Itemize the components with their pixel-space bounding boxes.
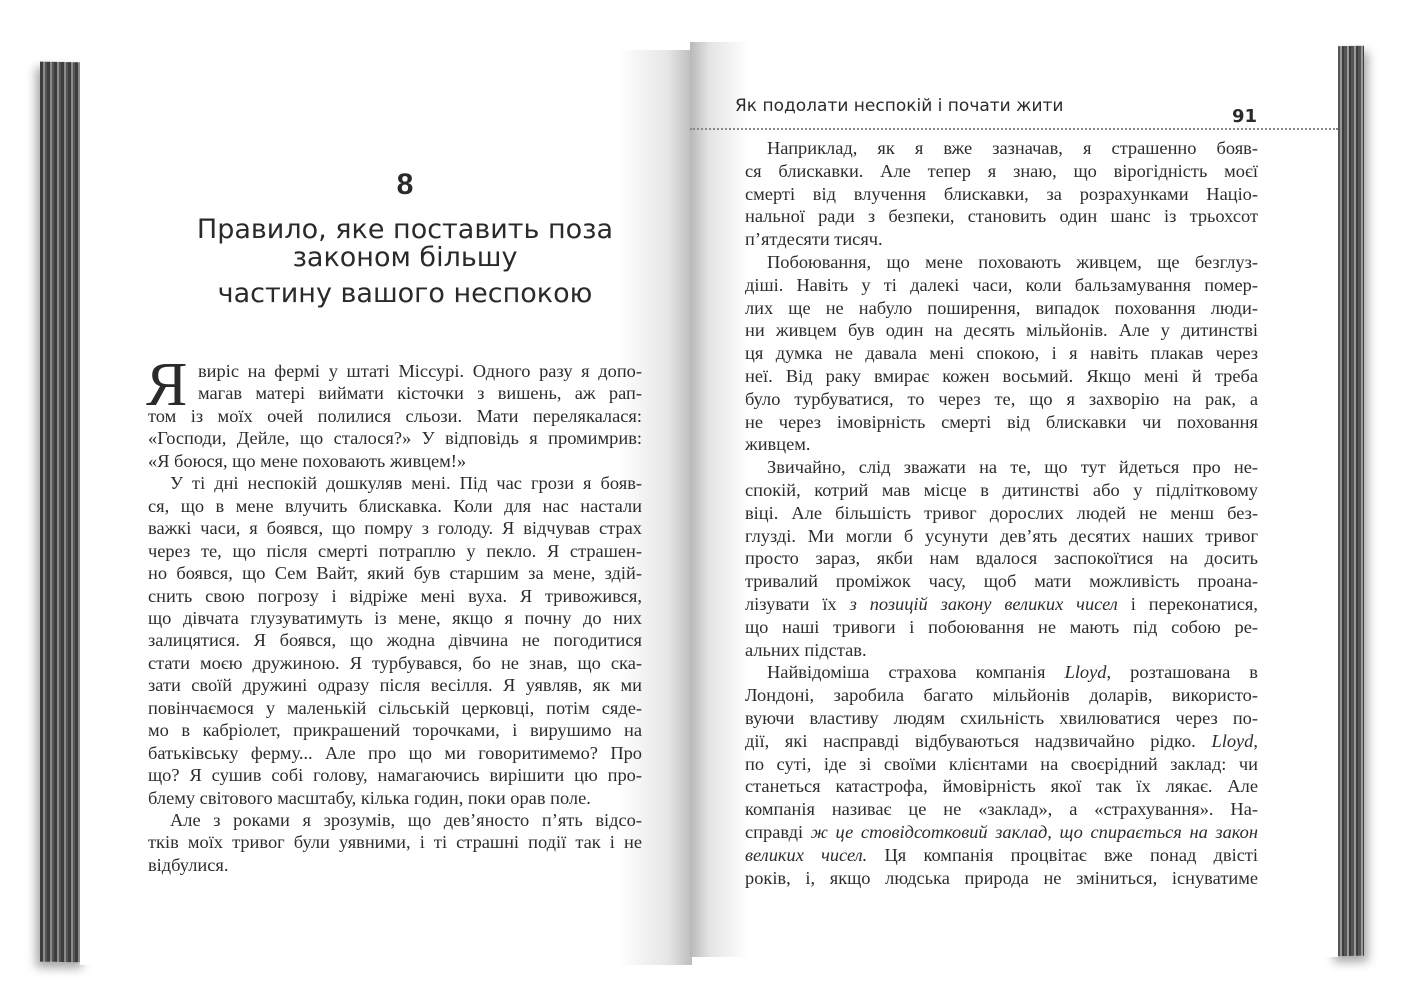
line-text: нальної ради з безпеки, становить один шанс із трьохсот: [745, 206, 1258, 227]
text-line: [148, 742, 642, 764]
text-line: [745, 570, 1258, 592]
line-text: відбулися.: [148, 854, 229, 875]
text-line: [148, 652, 642, 674]
text-line: [148, 831, 642, 853]
text-line: [148, 764, 642, 786]
line-text: ця думка не давала мені спокою, і я навіть плакав через: [745, 343, 1258, 364]
line-text: по суті, іде зі своїми клієнтами на своєрідний заклад: чи: [745, 753, 1258, 774]
line-text: що? Я сушив собі голову, намагаючись вирішити цю про-: [148, 765, 642, 786]
text-line: [745, 297, 1258, 319]
text-line: [745, 753, 1258, 775]
line-text: ся блискавки. Але тепер я знаю, що вірогідність моєї: [745, 160, 1258, 181]
line-text: Найвідоміша страхова компанія: [767, 662, 1065, 683]
line-text: стати моєю дружиною. Я турбувався, бо не знав, що ска-: [148, 652, 642, 673]
text-line: [148, 562, 642, 584]
text-line: [148, 787, 642, 809]
line-text: неї. Від раку вмирає кожен восьмий. Якщо мені й треба: [745, 366, 1258, 386]
text-line: [148, 697, 642, 719]
text-line: [745, 342, 1258, 364]
text-line: [767, 251, 1258, 273]
line-text: , розташована в: [1106, 662, 1258, 683]
line-text: смерті від влучення блискавки, за розрахунками Націо-: [745, 183, 1258, 204]
text-line: [148, 405, 642, 427]
line-text: У ті дні неспокій дошкуляв мені. Під час грози я бояв-: [170, 473, 642, 494]
text-line: [745, 844, 1258, 866]
text-line: [745, 730, 1258, 752]
drop-cap: Я: [146, 351, 188, 419]
text-line: [745, 593, 1258, 615]
line-text: просто зараз, якби нам вдалося заспокоїтися на досить: [745, 548, 1258, 569]
line-text: років, і, якщо людська природа не зміниться, існуватиме: [745, 867, 1258, 888]
header-divider: [690, 128, 1338, 130]
text-line: [745, 821, 1258, 843]
text-line: [148, 540, 642, 562]
line-text: вуючи властиву людям схильність хвилюватися через по-: [745, 708, 1258, 728]
line-text: «Я боюся, що мене поховають живцем!»: [148, 450, 467, 471]
chapter-title-line: законом більшу: [292, 242, 518, 273]
line-text: Наприклад, як я вже зазначав, я страшенно бояв-: [767, 138, 1258, 158]
text-line: [745, 319, 1258, 341]
running-head: Як подолати неспокій і почати жити: [735, 96, 1064, 116]
line-text: живцем.: [745, 434, 811, 455]
line-text: «Господи, Дейле, що сталося?» У відповідь я промимрив:: [148, 428, 642, 449]
line-text: і переконатися,: [1117, 594, 1258, 614]
line-text: Ця компанія процвітає вже понад двісті: [867, 844, 1259, 865]
line-text: альних підстав.: [745, 639, 867, 660]
line-text: том із моїх очей полилися сльози. Мати перелякалася:: [148, 405, 642, 426]
text-line: [745, 183, 1258, 205]
line-text: віці. Але більшість тривог дорослих людей не менш без-: [745, 502, 1258, 523]
line-text: п’ятдесяти тисяч.: [745, 229, 883, 250]
line-text: блему світового масштабу, кілька годин, поки орав поле.: [148, 787, 591, 808]
line-text: ни живцем був один на десять мільйонів. Але у дитинстві: [745, 320, 1258, 341]
line-text: лізувати їх: [745, 594, 850, 614]
text-line: [148, 674, 642, 696]
line-text: мо в кабріолет, прикрашений торочками, і вирушимо на: [148, 720, 642, 741]
chapter-title-line: Правило, яке поставить поза: [196, 214, 614, 245]
line-text: тривалий проміжок часу, щоб мати можливість проана-: [745, 571, 1258, 592]
italic-text: Lloyd: [1211, 730, 1254, 751]
line-text: діші. Навіть у ті далекі часи, коли бальзамування помер-: [745, 274, 1258, 295]
page-number: 91: [1232, 106, 1258, 127]
italic-text: великих чисел.: [745, 844, 868, 865]
text-line: [745, 525, 1258, 547]
italic-text: ж це стовідсотковий заклад, що спирається на закон: [810, 822, 1259, 842]
text-line: [745, 228, 1258, 250]
text-line: [745, 798, 1258, 820]
text-line: [767, 456, 1258, 478]
line-text: Звичайно, слід зважати на те, що тут йдеться про не-: [767, 457, 1258, 478]
text-line: [767, 137, 1258, 159]
text-line: [745, 684, 1258, 706]
line-text: Лондоні, заробила багато мільйонів доларів, використо-: [745, 685, 1258, 706]
line-text: повінчаємося у маленькій сільській церковці, потім сяде-: [148, 697, 642, 718]
text-line: [170, 472, 642, 494]
text-line: [148, 517, 642, 539]
text-line: [148, 495, 642, 517]
line-text: но боявся, що Сем Вайт, який був старшим за мене, здій-: [148, 563, 642, 584]
line-text: снить свою погрозу і відріже мені вуха. Я тривожився,: [148, 585, 642, 606]
line-text: компанія називає це не «заклад», а «страхування». На-: [745, 799, 1258, 820]
line-text: батьківську ферму... Але про що ми говоритимемо? Про: [148, 742, 642, 763]
text-line: [148, 719, 642, 741]
text-line: [767, 661, 1258, 683]
line-text: залицятися. Я боявся, що жодна дівчина не погодитися: [148, 630, 642, 651]
text-line: [148, 585, 642, 607]
line-text: ся, що в мене влучить блискавка. Коли для нас настали: [148, 495, 642, 516]
line-text: не через імовірність смерті від блискавки чи поховання: [745, 411, 1258, 432]
line-text: станеться катастрофа, ймовірність якої так їх лякає. Але: [745, 776, 1258, 797]
line-text: що наші тривоги і побоювання не мають під собою ре-: [745, 616, 1258, 637]
chapter-number: 8: [396, 168, 414, 201]
text-line: [745, 365, 1258, 387]
text-line: [745, 707, 1258, 729]
text-line: [198, 360, 642, 382]
text-line: [745, 502, 1258, 524]
text-line: [148, 450, 642, 472]
line-text: лих ще не набуло поширення, випадок поховання люди-: [745, 297, 1258, 318]
text-line: [170, 809, 642, 831]
text-line: [148, 854, 642, 876]
text-line: [745, 160, 1258, 182]
line-text: ,: [1253, 730, 1258, 751]
line-text: справді: [745, 822, 811, 842]
line-text: глузді. Ми могли б усунути дев’ять десятих наших тривог: [745, 525, 1258, 546]
line-text: тків моїх тривог були уявними, і ті страшні події так і не: [148, 832, 642, 853]
text-line: [148, 607, 642, 629]
text-line: [745, 867, 1258, 889]
line-text: що дівчата глузуватимуть із мене, якщо я почну до них: [148, 607, 642, 628]
line-text: Але з роками я зрозумів, що дев’яносто п’ять відсо-: [170, 810, 642, 830]
line-text: Побоювання, що мене поховають живцем, ще безглуз-: [767, 252, 1258, 272]
text-line: [198, 382, 642, 404]
text-line: [745, 433, 1258, 455]
text-line: [745, 205, 1258, 227]
line-text: важкі часи, я боявся, що помру з голоду. Я відчував страх: [148, 518, 642, 539]
line-text: виріс на фермі у штаті Міссурі. Одного разу я допо-: [198, 361, 642, 381]
italic-text: Lloyd: [1064, 662, 1107, 683]
text-line: [148, 629, 642, 651]
text-line: [745, 388, 1258, 410]
line-text: спокій, котрий мав місце в дитинстві або у підлітковому: [745, 480, 1258, 500]
line-text: магав матері виймати кісточки з вишень, аж рап-: [198, 383, 642, 404]
chapter-title-line: частину вашого неспокою: [217, 278, 593, 309]
text-line: [148, 427, 642, 449]
line-text: зати своїй дружині одразу після весілля. Я уявляв, як ми: [148, 675, 642, 696]
text-line: [745, 479, 1258, 501]
line-text: через те, що після смерті потраплю у пекло. Я страшен-: [148, 540, 642, 561]
italic-text: з позицій закону великих чисел: [849, 594, 1118, 614]
text-line: [745, 274, 1258, 296]
line-text: було турбуватися, то через те, що я захворію на рак, а: [745, 388, 1258, 409]
line-text: дії, які насправді відбуваються надзвичайно рідко.: [745, 730, 1212, 751]
text-line: [745, 775, 1258, 797]
text-line: [745, 639, 1258, 661]
text-line: [745, 547, 1258, 569]
text-line: [745, 616, 1258, 638]
text-line: [745, 411, 1258, 433]
